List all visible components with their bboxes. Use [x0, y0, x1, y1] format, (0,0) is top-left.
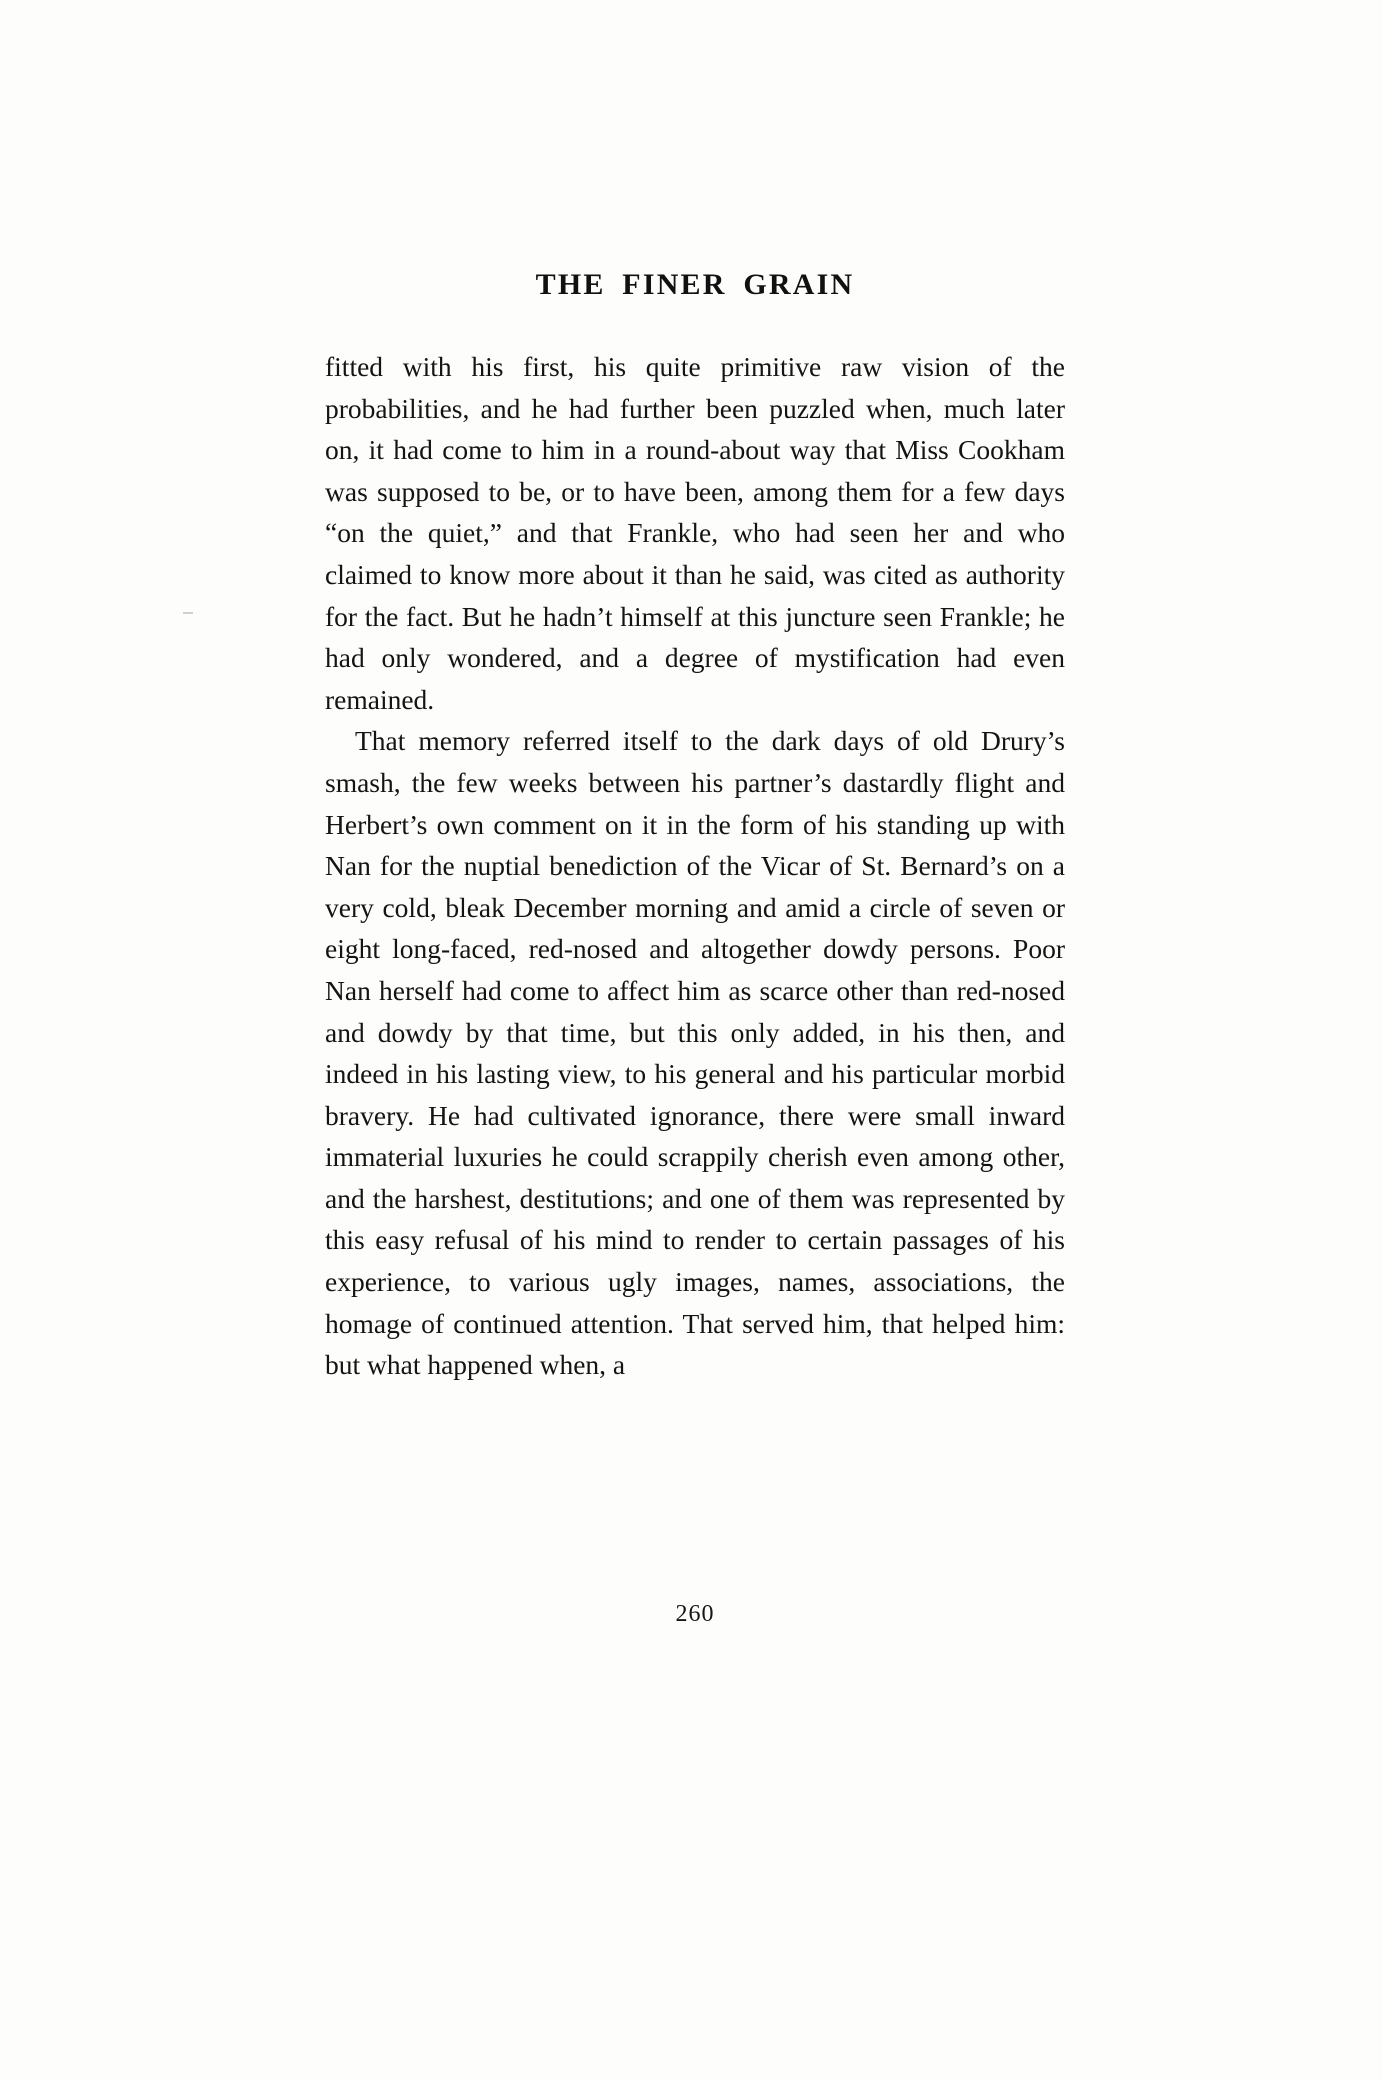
page-number: 260 [675, 1601, 715, 1627]
paragraph-1: fitted with his first, his quite primitive raw vision of the probabilities, and he had further been puzzled when, much later on, it had come to him in a round-about way that Miss Cookham was supposed to be, or to have been, among them for a few days “on the quiet,” and that Frankle, who had seen her and who claimed to know more about it than he said, was cited as authority for the fact. But he hadn’t himself at this juncture seen Frankle; he had only wondered, and a degree of mystification had even remained. [325, 351, 1065, 715]
paragraph-2: That memory referred itself to the dark days of old Drury’s smash, the few weeks between his partner’s dastardly flight and Herbert’s own comment on it in the form of his standing up with Nan for the nuptial benediction of the Vicar of St. Bernard’s on a very cold, bleak December morning and amid a circle of seven or eight long-faced, red-nosed and altogether dowdy persons. Poor Nan herself had come to affect him as scarce other than red-nosed and dowdy by that time, but this only added, in his then, and indeed in his lasting view, to his general and his particular morbid bravery. He had cultivated ignorance, there were small inward immaterial luxuries he could scrappily cherish even among other, and the harshest, destitutions; and one of them was represented by this easy refusal of his mind to render to certain passages of his experience, to various ugly images, names, associations, the homage of continued attention. That served him, that helped him: but what happened when, a [325, 725, 1065, 1381]
page-text-block [325, 268, 1065, 1386]
page-edge-mark [183, 612, 193, 614]
body-text [325, 346, 1065, 1386]
running-head: THE FINER GRAIN [535, 268, 855, 301]
